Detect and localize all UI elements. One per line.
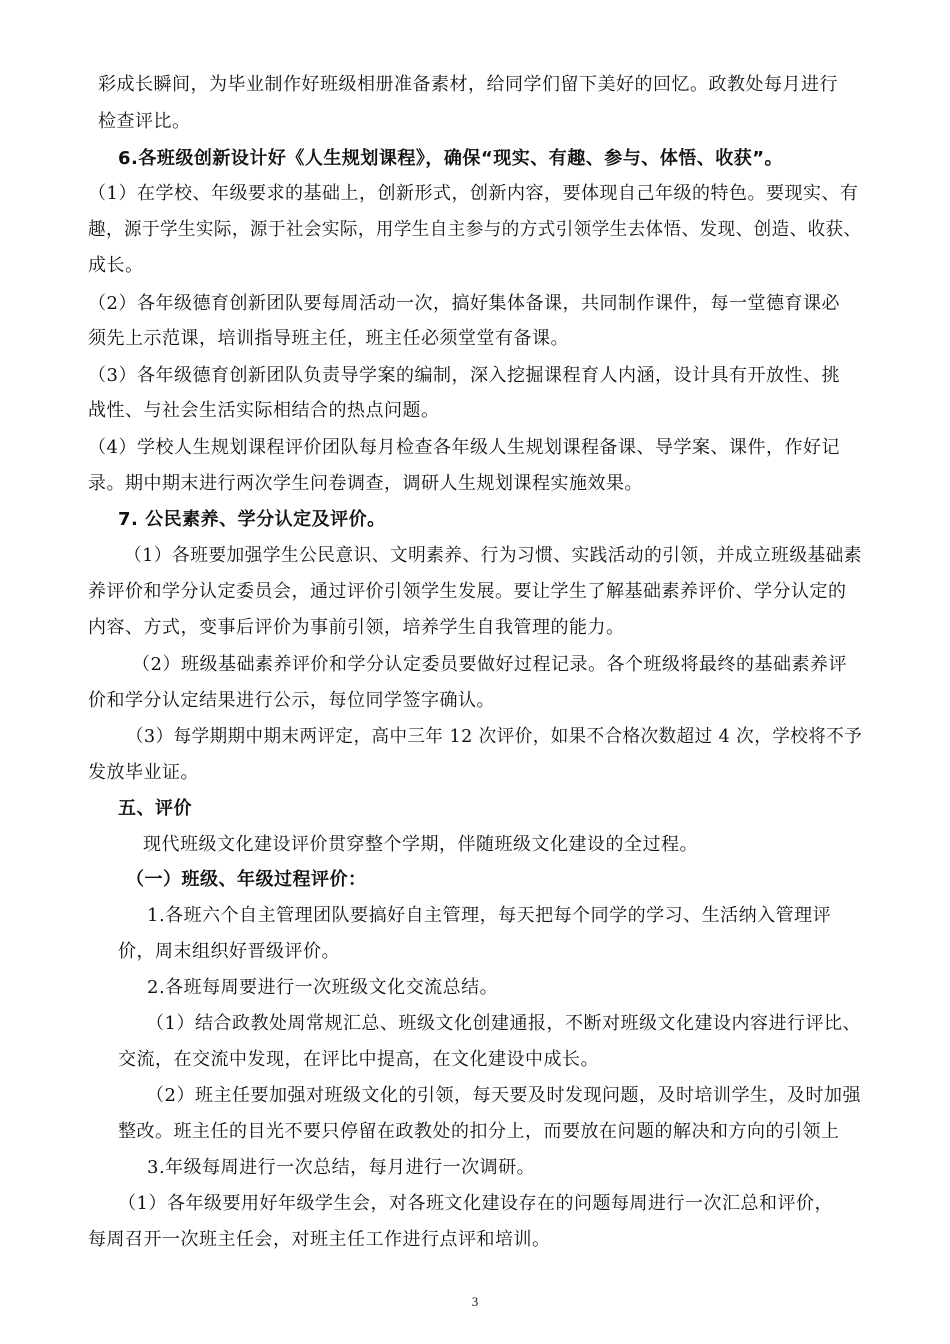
text-line: 趣，源于学生实际，源于社会实际，用学生自主参与的方式引领学生去体悟、发现、创造、收获、 (88, 219, 862, 240)
text-line: 检查评比。 (98, 111, 191, 132)
text-line: 价和学分认定结果进行公示，每位同学签字确认。 (88, 690, 495, 711)
section-heading: 6.各班级创新设计好《人生规划课程》，确保“现实、有趣、参与、体悟、收获”。 (118, 148, 784, 169)
section-heading: 7. 公民素养、学分认定及评价。 (118, 509, 386, 530)
text-line: 3.年级每周进行一次总结，每月进行一次调研。 (147, 1157, 536, 1178)
text-line: 须先上示范课，培训指导班主任，班主任必须堂堂有备课。 (88, 328, 569, 349)
text-line: 现代班级文化建设评价贯穿整个学期，伴随班级文化建设的全过程。 (143, 834, 698, 855)
section-heading: 五、评价 (118, 798, 192, 819)
text-line: 价，周末组织好晋级评价。 (118, 941, 340, 962)
text-line: 战性、与社会生活实际相结合的热点问题。 (88, 400, 440, 421)
text-line: 2.各班每周要进行一次班级文化交流总结。 (147, 977, 499, 998)
text-line: （1）各班要加强学生公民意识、文明素养、行为习惯、实践活动的引领，并成立班级基础素 (124, 545, 862, 566)
text-line: （1）在学校、年级要求的基础上，创新形式，创新内容，要体现自己年级的特色。要现实、有 (88, 183, 859, 204)
text-line: （1）结合政教处周常规汇总、班级文化创建通报，不断对班级文化建设内容进行评比、 (146, 1013, 861, 1034)
text-line: 1.各班六个自主管理团队要搞好自主管理，每天把每个同学的学习、生活纳入管理评 (147, 905, 832, 926)
text-line: （2）班级基础素养评价和学分认定委员要做好过程记录。各个班级将最终的基础素养评 (132, 654, 847, 675)
text-line: （3）每学期期中期末两评定，高中三年 12 次评价，如果不合格次数超过 4 次，学校将不予 (126, 726, 863, 747)
text-line: 每周召开一次班主任会，对班主任工作进行点评和培训。 (88, 1229, 551, 1250)
text-line: 发放毕业证。 (88, 762, 199, 783)
text-line: （2）各年级德育创新团队要每周活动一次，搞好集体备课，共同制作课件，每一堂德育课必 (88, 293, 840, 314)
text-line: 录。期中期末进行两次学生问卷调查，调研人生规划课程实施效果。 (88, 473, 643, 494)
text-line: 交流，在交流中发现，在评比中提高，在文化建设中成长。 (118, 1049, 599, 1070)
text-line: 彩成长瞬间，为毕业制作好班级相册准备素材，给同学们留下美好的回忆。政教处每月进行 (98, 74, 838, 95)
text-line: 成长。 (88, 255, 144, 276)
page-number: 3 (471, 1294, 479, 1309)
text-line: （1）各年级要用好年级学生会，对各班文化建设存在的问题每周进行一次汇总和评价， (118, 1193, 833, 1214)
text-line: 整改。班主任的目光不要只停留在政教处的扣分上，而要放在问题的解决和方向的引领上 (118, 1121, 840, 1142)
text-line: （3）各年级德育创新团队负责导学案的编制，深入挖掘课程育人内涵，设计具有开放性、挑 (88, 365, 840, 386)
subsection-heading: （一）班级、年级过程评价： (126, 869, 367, 890)
text-line: （2）班主任要加强对班级文化的引领，每天要及时发现问题，及时培训学生，及时加强 (146, 1085, 861, 1106)
text-line: （4）学校人生规划课程评价团队每月检查各年级人生规划课程备课、导学案、课件，作好记 (88, 437, 840, 458)
text-line: 养评价和学分认定委员会，通过评价引领学生发展。要让学生了解基础素养评价、学分认定的 (88, 581, 847, 602)
text-line: 内容、方式，变事后评价为事前引领，培养学生自我管理的能力。 (88, 617, 625, 638)
